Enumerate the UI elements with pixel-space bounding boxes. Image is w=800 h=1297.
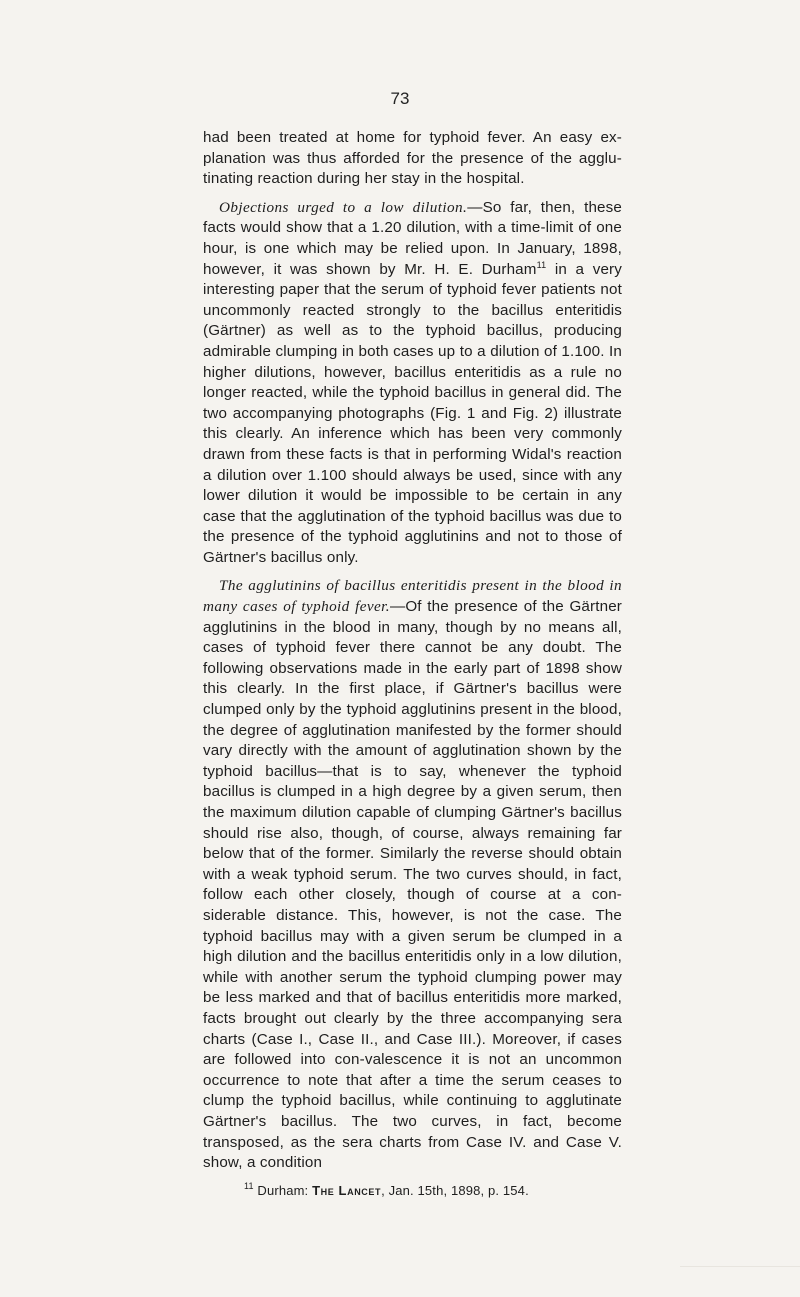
paragraph-3-text: —Of the presence of the Gärtner agglutinins in the blood in many, though by no means all, cases of typhoid fever there cannot be any doubt. The following observations made in the early part of 1898 show this clearly. In the first place, if Gärtner's bacillus were clumped only by the typhoid agglutinins present in the blood, the degree of agglutination manifested by the former should vary directly with the amount of agglutination shown by the typhoid bacillus—that is to say, whenever the typhoid bacillus is clumped in a high degree by a given serum, then the maximum dilution capable of clumping Gärtner's bacillus should rise also, though, of course, always remaining far below that of the former. Similarly the reverse should obtain with a weak typhoid serum. The two curves should, in fact, follow each other closely, though of course at a con-siderable distance. This, however, is not the case. The typhoid bacillus may with a given serum be clumped in a high dilution and the bacillus enteritidis only in a low dilution, while with another serum the typhoid clumping power may be less marked and that of bacillus enteritidis more marked, facts brought out clearly by the three accompanying sera charts (Case I., Case II., and Case III.). Moreover, if cases are followed into con-valescence it is not an uncommon occurrence to note that after a time the serum ceases to clump the typhoid bacillus, while continuing to agglutinate Gärtner's bacillus. The two curves, in fact, become transposed, as the sera charts from Case IV. and Case V. show, a condition xyxy=(203,598,623,1172)
paragraph-2-text-a: —So far, then, these facts would show that a 1.20 dilution, with a time-limit of one hour, is one which may be relied upon. In January, 1898, however, it was shown by Mr. H. E. Durham xyxy=(203,198,622,278)
footnote-author: Durham: xyxy=(257,1182,309,1198)
footnote-citation: , Jan. 15th, 1898, p. 154. xyxy=(381,1182,529,1198)
page-number: 73 xyxy=(390,89,410,108)
footnote-reference: 11 xyxy=(536,259,547,270)
section-title-agglutinins: The agglutinins of bacillus enteritidis present in the blood in many cases of typhoid fever. xyxy=(203,577,622,616)
footnote-journal: The Lancet xyxy=(312,1182,382,1198)
section-title-objections: Objections urged to a low dilution. xyxy=(219,198,468,216)
paragraph-3 xyxy=(203,576,622,1173)
paragraph-1: had been treated at home for typhoid fever. An easy ex-planation was thus afforded for the presence of the agglu-tinating reaction during her stay in the hospital. xyxy=(203,129,622,188)
page-edge-shadow xyxy=(680,1266,800,1297)
footnote-number: 11 xyxy=(244,1180,254,1191)
paragraph-2 xyxy=(203,198,622,569)
paragraph-2-text-b: in a very interesting paper that the serum of typhoid fever patients not uncommonly reacted strongly to the bacillus enteritidis (Gärtner) as well as to the typhoid bacillus, producing admirable clumping in both cases up to a dilution of 1.100. In higher dilutions, however, bacillus enteritidis as a rule no longer reacted, while the typhoid bacillus in general did. The two accompanying photographs (Fig. 1 and Fig. 2) illustrate this clearly. An inference which has been very commonly drawn from these facts is that in performing Widal's reaction a dilution over 1.100 should always be used, since with any lower dilution it would be impossible to be certain in any case that the agglutination of the typhoid bacillus was due to the presence of the typhoid agglutinins and not to those of Gärtner's bacillus only. xyxy=(203,260,622,566)
footnote xyxy=(203,1182,622,1200)
text-column xyxy=(203,128,622,1200)
